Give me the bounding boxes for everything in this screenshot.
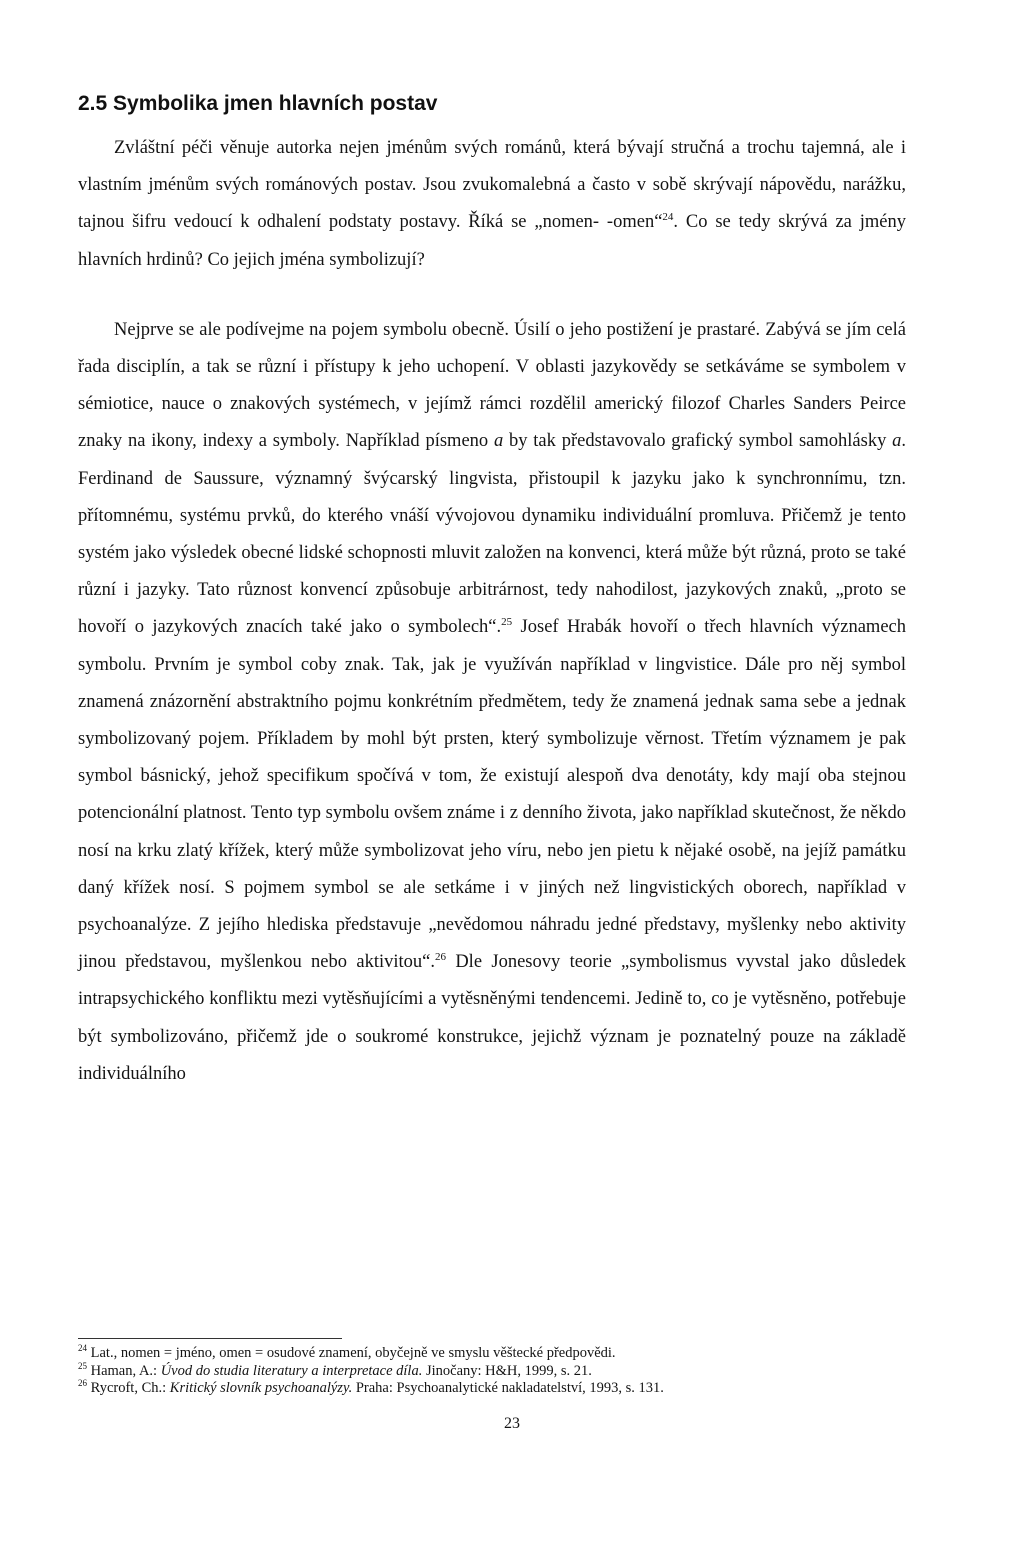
footnote-reference: 25	[78, 1360, 87, 1371]
footnote-rule	[78, 1338, 342, 1339]
text-run: Nejprve se ale podívejme na pojem symbolu obecně. Úsilí o jeho postižení je prastaré. Zabývá se jím celá řada disciplín, a tak se různí i přístupy k jeho uchopení. V oblasti jazykovědy se setkáváme se symbolem v sémiotice, nauce o znakových systémech, v jejímž rámci rozdělil americký filozof Charles Sanders Peirce znaky na ikony, indexy a symboly. Například písmeno	[78, 319, 906, 452]
text-run: Rycroft, Ch.:	[87, 1380, 170, 1396]
text-run: . Co se tedy skrývá za jmény hlavních hrdinů? Co jejich jména symbolizují?	[78, 212, 906, 270]
text-run: Jinočany: H&H, 1999, s. 21.	[422, 1362, 592, 1379]
footnotes	[78, 1338, 906, 1398]
paragraph	[78, 312, 906, 1093]
section-heading: 2.5 Symbolika jmen hlavních postav	[78, 92, 438, 115]
footnote-reference: 24	[662, 211, 674, 224]
footnote-reference: 26	[434, 951, 446, 964]
text-run: Dle Jonesovy teorie „symbolismus vyvstal jako důsledek intrapsychického konfliktu mezi vytěsňujícími a vytěsněnými tendencemi. Jedině to, co je vytěsněno, potřebuje být symbolizováno, přičemž jde o soukromé konstrukce, jejichž význam je poznatelný pouze na základě individuálního	[78, 952, 906, 1084]
footnote	[78, 1345, 906, 1363]
italic-text: a	[493, 431, 504, 452]
italic-text: a	[892, 431, 902, 452]
text-run: Praha: Psychoanalytické nakladatelství, 1993, s. 131.	[352, 1380, 664, 1396]
text-run: Zvláštní péči věnuje autorka nejen jménům svých románů, která bývají stručná a trochu tajemná, ale i vlastním jménům svých románových postav. Jsou zvukomalebná a často v sobě skrývají nápovědu, narážku, tajnou šifru vedoucí k odhalení podstaty postavy. Říká se „nomen- -omen“	[78, 138, 906, 233]
footnote	[78, 1360, 906, 1381]
body-text	[78, 130, 906, 1093]
text-run: Haman, A.:	[87, 1362, 161, 1379]
text-run: Lat., nomen = jméno, omen = osudové znamení, obyčejně ve smyslu věštecké předpovědi.	[87, 1345, 616, 1361]
paragraph	[78, 130, 906, 279]
text-run: by tak představovalo grafický symbol samohlásky	[503, 431, 893, 452]
italic-text: Úvod do studia literatury a interpretace díla.	[160, 1362, 423, 1379]
page-number: 23	[504, 1415, 520, 1432]
footnote	[78, 1380, 906, 1398]
italic-text: Kritický slovník psychoanalýzy.	[169, 1380, 353, 1396]
footnote-reference: 24	[78, 1343, 87, 1354]
footnote-list	[78, 1345, 906, 1398]
text-run: . Ferdinand de Saussure, významný švýcarský lingvista, přistoupil k jazyku jako k synchronnímu, tzn. přítomnému, systému prvků, do kterého vnáší vývojovou dynamiku individuální promluva. Přičemž je tento systém jako výsledek obecné lidské schopnosti mluvit založen na konvenci, která může být různá, proto se také různí i jazyky. Tato různost konvencí způsobuje arbitrárnost, tedy nahodilost, jazykových znaků, „proto se hovoří o jazykových znacích také jako o symbolech“.	[78, 431, 906, 638]
document-page	[78, 90, 906, 1093]
footnote-reference: 25	[501, 616, 513, 629]
footnote-reference: 26	[78, 1378, 87, 1389]
text-run: Josef Hrabák hovoří o třech hlavních významech symbolu. Prvním je symbol coby znak. Tak, jak je využíván například v lingvistice. Dále pro něj symbol znamená znázornění abstraktního pojmu konkrétním předmětem, tedy že znamená jednak sama sebe a jednak symbolizovaný pojem. Příkladem by mohl být prsten, který symbolizuje věrnost. Třetím významem je pak symbol básnický, jehož specifikum spočívá v tom, že existují alespoň dva denotáty, kdy mají oba stejnou potencionální platnost. Tento typ symbolu ovšem známe i z denního života, jako například skutečnost, že někdo nosí na krku zlatý křížek, který může symbolizovat jeho víru, nebo jen pietu k nějaké osobě, na jejíž památku daný křížek nosí. S pojmem symbol se ale setkáme i v jiných než lingvistických oborech, například v psychoanalýze. Z jejího hlediska představuje „nevědomou náhradu jedné představy, myšlenky nebo aktivity jinou představou, myšlenkou nebo aktivitou“.	[78, 617, 906, 973]
